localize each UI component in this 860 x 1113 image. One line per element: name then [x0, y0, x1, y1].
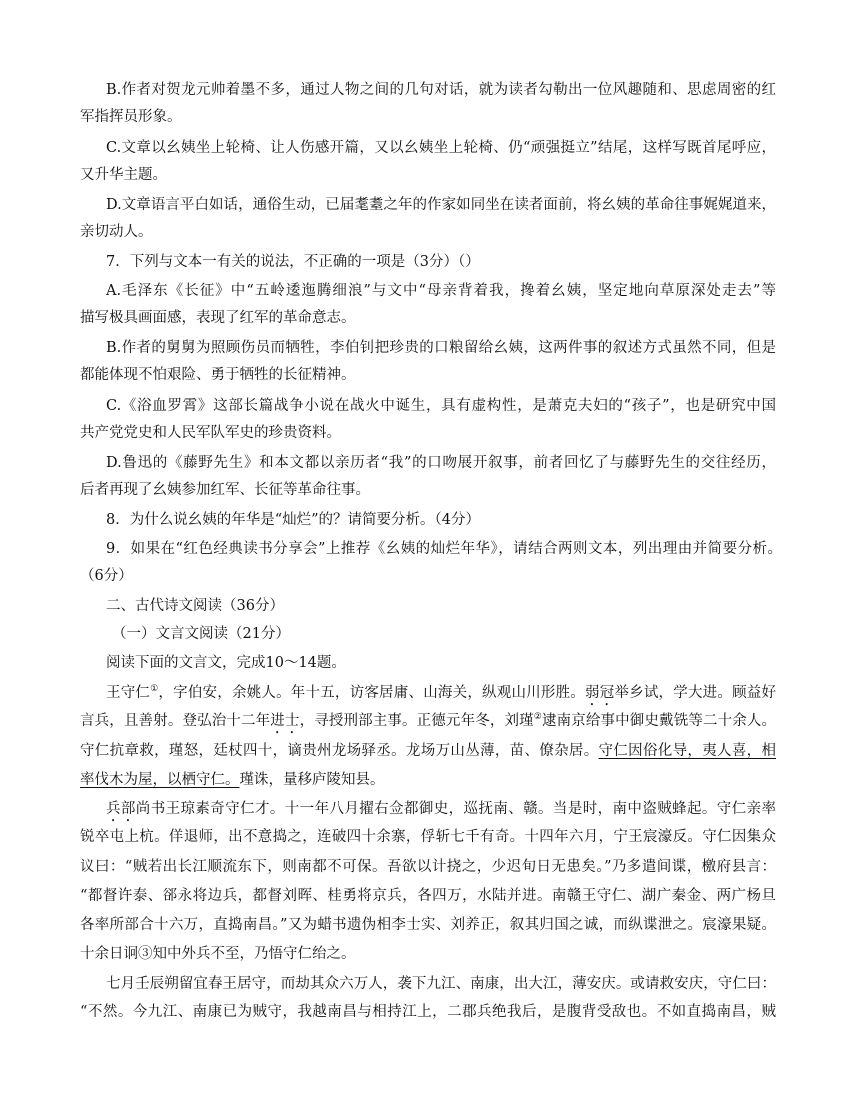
question-9-line-2: （6分） [80, 568, 133, 584]
option-b-line-1: B.作者对贺龙元帅着墨不多，通过人物之间的几句对话，就为读者勾勒出一位风趣随和、思虑周密的红 [106, 82, 776, 98]
section-heading-2: 二、古代诗文阅读（36分） [106, 598, 284, 614]
q7-option-b-line-2: 都能体现不怕艰险、勇于牺牲的长征精神。 [80, 367, 356, 383]
instruction: 阅读下面的文言文，完成10～14题。 [106, 655, 346, 671]
option-d-line-1: D.文章语言平白如话，通俗生动，已届耄耋之年的作家如同坐在读者面前，将幺姨的革命往事娓娓道来， [106, 197, 776, 213]
passage-p3-line-1: 七月壬辰朔留宜春王居守，而劫其众六万人，袭下九江、南康，出大江，薄安庆。或请救安庆，守仁曰： [106, 976, 776, 992]
q7-option-d-line-1: D.鲁迅的《藤野先生》和本文都以亲历者“我”的口吻展开叙事，前者回忆了与藤野先生的交往经历， [106, 455, 776, 471]
footnote-mark-1: ① [150, 684, 159, 695]
passage-p2-line-6: 十余日诇③知中外兵不至，乃悟守仁绐之。 [80, 946, 356, 962]
passage-p2-line-3: 议曰：“贼若出长江顺流东下，则南都不可保。吾欲以计挠之，少迟旬日无患矣。”乃多遣间谍，檄府县言： [80, 859, 776, 875]
passage-p2-line-1 [106, 799, 776, 819]
passage-p2-line-5: 各率所部合十六万，直捣南昌。”又为蜡书遗伪相李士实、刘养正，叙其归国之诚，而纵谍泄之。宸濠果疑。 [80, 917, 776, 933]
passage-text: ，字伯安，余姚人。年十五，访客居庸、山海关，纵观山川形胜。 [158, 685, 585, 701]
passage-text: 逮南京给事中御史戴铣等二十余人。 [541, 713, 777, 729]
emphasized-term: 弱冠 [585, 685, 615, 701]
passage-p1-line-1 [106, 683, 776, 703]
passage-p2-line-2: 锐卒屯上杭。佯退师，出不意捣之，连破四十余寨，俘斩七千有奇。十四年六月，宁王宸濠反。守仁因集众 [80, 829, 776, 845]
passage-text: 瑾诛，量移庐陵知县。 [239, 772, 385, 788]
q7-option-a-line-1: A.毛泽东《长征》中“五岭逶迤腾细浪”与文中“母亲背着我，搀着幺姨，坚定地向草原深处走去”等 [106, 283, 776, 299]
option-d-line-2: 亲切动人。 [80, 224, 153, 240]
question-8: 8．为什么说幺姨的年华是“灿烂”的？请简要分析。（4分） [106, 512, 481, 528]
option-c-line-2: 又升华主题。 [80, 167, 167, 183]
passage-text: 守仁抗章救，瑾怒，廷杖四十，谪贵州龙场驿丞。龙场万山丛薄，苗、僚杂居。 [80, 743, 599, 759]
passage-p1-line-2 [80, 711, 776, 731]
emphasized-term: 进士 [270, 713, 300, 729]
passage-text: 尚书王琼素奇守仁才。十一年八月擢右佥都御史，巡抚南、赣。当是时，南中盗贼蜂起。守仁亲率 [135, 801, 776, 817]
passage-p2-line-4: “都督许泰、郤永将边兵，都督刘晖、桂勇将京兵，各四万，水陆并进。南赣王守仁、湖广秦金、两广杨旦 [80, 888, 776, 904]
passage-text: ，寻授刑部主事。正德元年冬，刘瑾 [299, 713, 534, 729]
subsection-heading: （一）文言文阅读（21分） [112, 626, 290, 642]
underlined-sentence: 守仁因俗化导，夷人喜，相 [598, 743, 776, 759]
passage-p1-line-3 [80, 741, 776, 761]
underlined-sentence: 率伐木为屋，以栖守仁。 [80, 772, 240, 788]
q7-option-a-line-2: 描写极具画面感，表现了红军的革命意志。 [80, 310, 356, 326]
footnote-mark-2: ② [533, 712, 542, 723]
option-c-line-1: C.文章以幺姨坐上轮椅、让人伤感开篇，又以幺姨坐上轮椅、仍“顽强挺立”结尾，这样写既首尾呼应， [106, 140, 776, 156]
q7-option-d-line-2: 后者再现了幺姨参加红军、长征等革命往事。 [80, 482, 370, 498]
question-7: 7．下列与文本一有关的说法，不正确的一项是（3分）（） [106, 254, 480, 270]
q7-option-c-line-1: C.《浴血罗霄》这部长篇战争小说在战火中诞生，具有虚构性，是萧克夫妇的“孩子”，也是研究中国 [106, 398, 776, 414]
passage-text: 王守仁 [106, 685, 151, 701]
q7-option-b-line-1: B.作者的舅舅为照顾伤员而牺牲，李伯钊把珍贵的口粮留给幺姨，这两件事的叙述方式虽然不同，但是 [106, 340, 776, 356]
option-b-line-2: 军指挥员形象。 [80, 109, 182, 125]
q7-option-c-line-2: 共产党党史和人民军队军史的珍贵资料。 [80, 425, 341, 441]
passage-text: 举乡试，学大进。顾益好 [614, 685, 777, 701]
passage-p3-line-2: “不然。今九江、南康已为贼守，我越南昌与相持江上，二郡兵绝我后，是腹背受敌也。不如直捣南昌，贼 [80, 1004, 776, 1020]
emphasized-term: 兵部 [106, 801, 136, 817]
passage-p1-line-4 [80, 770, 385, 790]
question-9-line-1: 9．如果在“红色经典读书分享会”上推荐《幺姨的灿烂年华》，请结合两则文本，列出理由并简要分析。 [106, 541, 782, 557]
passage-text: 言兵，且善射。登弘治十二年 [80, 713, 271, 729]
